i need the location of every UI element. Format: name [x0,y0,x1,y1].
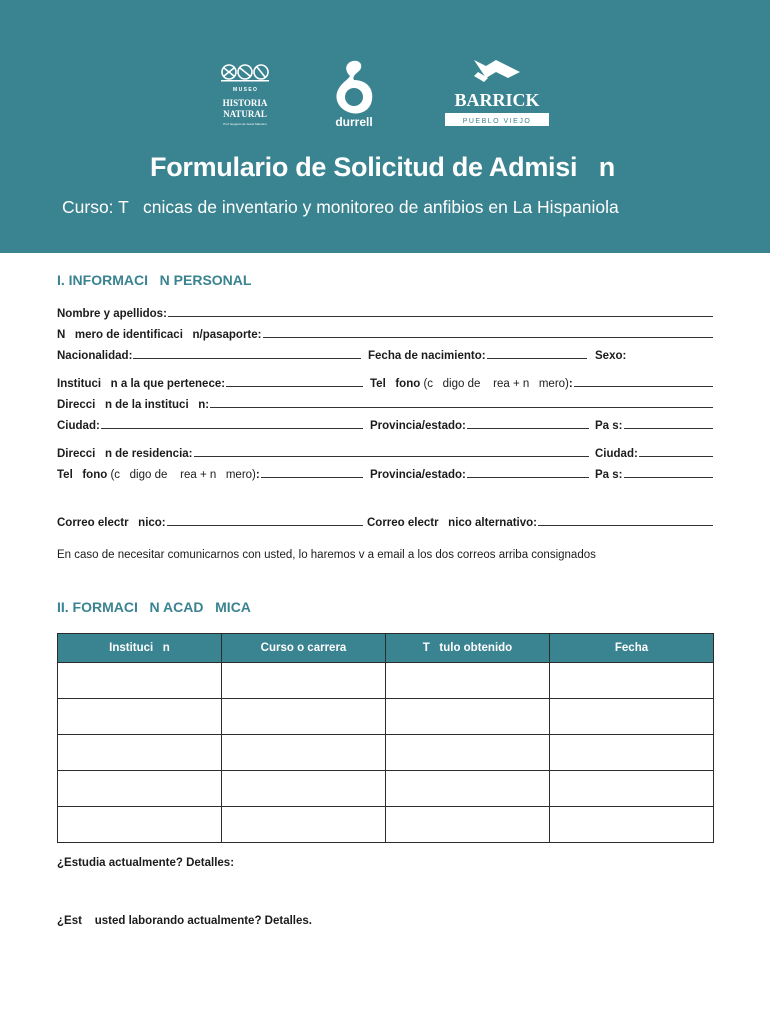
form-subtitle: Curso: T cnicas de inventario y monitoreo de anfibios en La Hispaniola [62,197,619,217]
correo-alt-input-line[interactable] [538,524,713,526]
telefono-inst-label: Tel fono [370,378,421,390]
telefono-res-label: Tel fono [57,469,108,481]
durrell-wordmark: durrell [335,115,373,128]
table-cell[interactable] [386,807,550,843]
telefono-res-input-line[interactable] [261,476,363,478]
table-cell[interactable] [222,699,386,735]
ciudad-inst-field[interactable] [57,416,363,432]
table-cell[interactable] [550,663,714,699]
table-cell[interactable] [58,699,222,735]
sexo-field[interactable] [595,346,713,362]
correo-input-line[interactable] [167,524,363,526]
col-titulo: T tulo obtenido [386,634,550,663]
sexo-label: Sexo: [595,350,627,362]
id-number-label: N mero de identificaci n/pasaporte: [57,329,262,341]
header-banner [0,0,770,253]
telefono-res-colon: : [255,469,260,481]
nombre-field[interactable] [57,304,713,320]
table-cell[interactable] [386,699,550,735]
provincia-inst-label: Provincia/estado: [370,420,466,432]
institucion-input-line[interactable] [226,385,363,387]
institucion-field[interactable] [57,374,363,390]
provincia-res-label: Provincia/estado: [370,469,466,481]
pais-res-input-line[interactable] [624,476,714,478]
table-cell[interactable] [58,771,222,807]
academic-table [57,633,714,843]
telefono-res-hint: (c digo de rea + n mero) [107,469,256,481]
nombre-label: Nombre y apellidos: [57,308,167,320]
id-number-field[interactable] [57,325,713,341]
provincia-inst-field[interactable] [370,416,589,432]
col-curso: Curso o carrera [222,634,386,663]
direccion-inst-input-line[interactable] [210,406,713,408]
museo-line1: M U S E O [233,87,257,93]
provincia-inst-input-line[interactable] [467,427,589,429]
ciudad-inst-input-line[interactable] [101,427,363,429]
barrick-wing-icon [444,58,550,128]
fecha-nacimiento-label: Fecha de nacimiento: [368,350,486,362]
correo-alt-label: Correo electr nico alternativo: [367,517,537,529]
nacionalidad-input-line[interactable] [133,357,361,359]
table-cell[interactable] [550,735,714,771]
table-cell[interactable] [550,807,714,843]
table-cell[interactable] [58,663,222,699]
museum-shells-icon [219,62,271,132]
table-cell[interactable] [550,699,714,735]
museo-line3: NATURAL [223,109,267,119]
dodo-icon [330,58,378,128]
telefono-inst-colon: : [568,378,573,390]
table-row [58,771,714,807]
correo-field[interactable] [57,513,363,529]
contact-note: En caso de necesitar comunicarnos con usted, lo haremos v a email a los dos correos arriba consignados [57,549,596,561]
correo-label: Correo electr nico: [57,517,166,529]
direccion-inst-label: Direcci n de la instituci n: [57,399,210,411]
table-row [58,807,714,843]
telefono-res-field[interactable] [57,465,363,481]
ciudad-res-field[interactable] [595,444,713,460]
ciudad-res-input-line[interactable] [639,455,713,457]
table-cell[interactable] [222,663,386,699]
museo-line2: HISTORIA [222,98,268,108]
table-cell[interactable] [222,735,386,771]
nacionalidad-field[interactable] [57,346,361,362]
direccion-residencia-label: Direcci n de residencia: [57,448,193,460]
direccion-inst-field[interactable] [57,395,713,411]
fecha-nacimiento-field[interactable] [368,346,587,362]
correo-alt-field[interactable] [367,513,713,529]
col-fecha: Fecha [550,634,714,663]
working-question: ¿Est usted laborando actualmente? Detalles. [57,915,312,927]
barrick-tagline: PUEBLO VIEJO [462,118,532,125]
direccion-residencia-field[interactable] [57,444,589,460]
table-cell[interactable] [58,807,222,843]
table-cell[interactable] [58,735,222,771]
table-cell[interactable] [550,771,714,807]
institucion-label: Instituci n a la que pertenece: [57,378,226,390]
form-title: Formulario de Solicitud de Admisi n [150,152,615,182]
pais-inst-input-line[interactable] [624,427,714,429]
ciudad-inst-label: Ciudad: [57,420,100,432]
ciudad-res-label: Ciudad: [595,448,638,460]
id-number-input-line[interactable] [263,336,714,338]
fecha-nacimiento-input-line[interactable] [487,357,587,359]
pais-res-label: Pa s: [595,469,623,481]
barrick-name: BARRICK [454,90,540,110]
table-row [58,699,714,735]
table-cell[interactable] [222,771,386,807]
provincia-res-field[interactable] [370,465,589,481]
pais-inst-label: Pa s: [595,420,623,432]
table-cell[interactable] [386,771,550,807]
table-header-row [58,634,714,663]
telefono-inst-hint: (c digo de rea + n mero) [420,378,569,390]
nacionalidad-label: Nacionalidad: [57,350,133,362]
table-cell[interactable] [386,735,550,771]
provincia-res-input-line[interactable] [467,476,589,478]
table-cell[interactable] [222,807,386,843]
table-cell[interactable] [386,663,550,699]
col-institucion: Instituci n [58,634,222,663]
pais-res-field[interactable] [595,465,713,481]
table-row [58,663,714,699]
telefono-inst-input-line[interactable] [574,385,713,387]
studying-question: ¿Estudia actualmente? Detalles: [57,857,235,869]
telefono-inst-field[interactable] [370,374,713,390]
table-row [58,735,714,771]
nombre-input-line[interactable] [168,315,713,317]
pais-inst-field[interactable] [595,416,713,432]
section-personal-title: I. INFORMACI N PERSONAL [57,272,252,288]
section-academic-title: II. FORMACI N ACAD MICA [57,599,251,615]
museo-line4: Prof. Eugenio de Jesús Marcano [223,122,267,126]
direccion-residencia-input-line[interactable] [194,455,589,457]
